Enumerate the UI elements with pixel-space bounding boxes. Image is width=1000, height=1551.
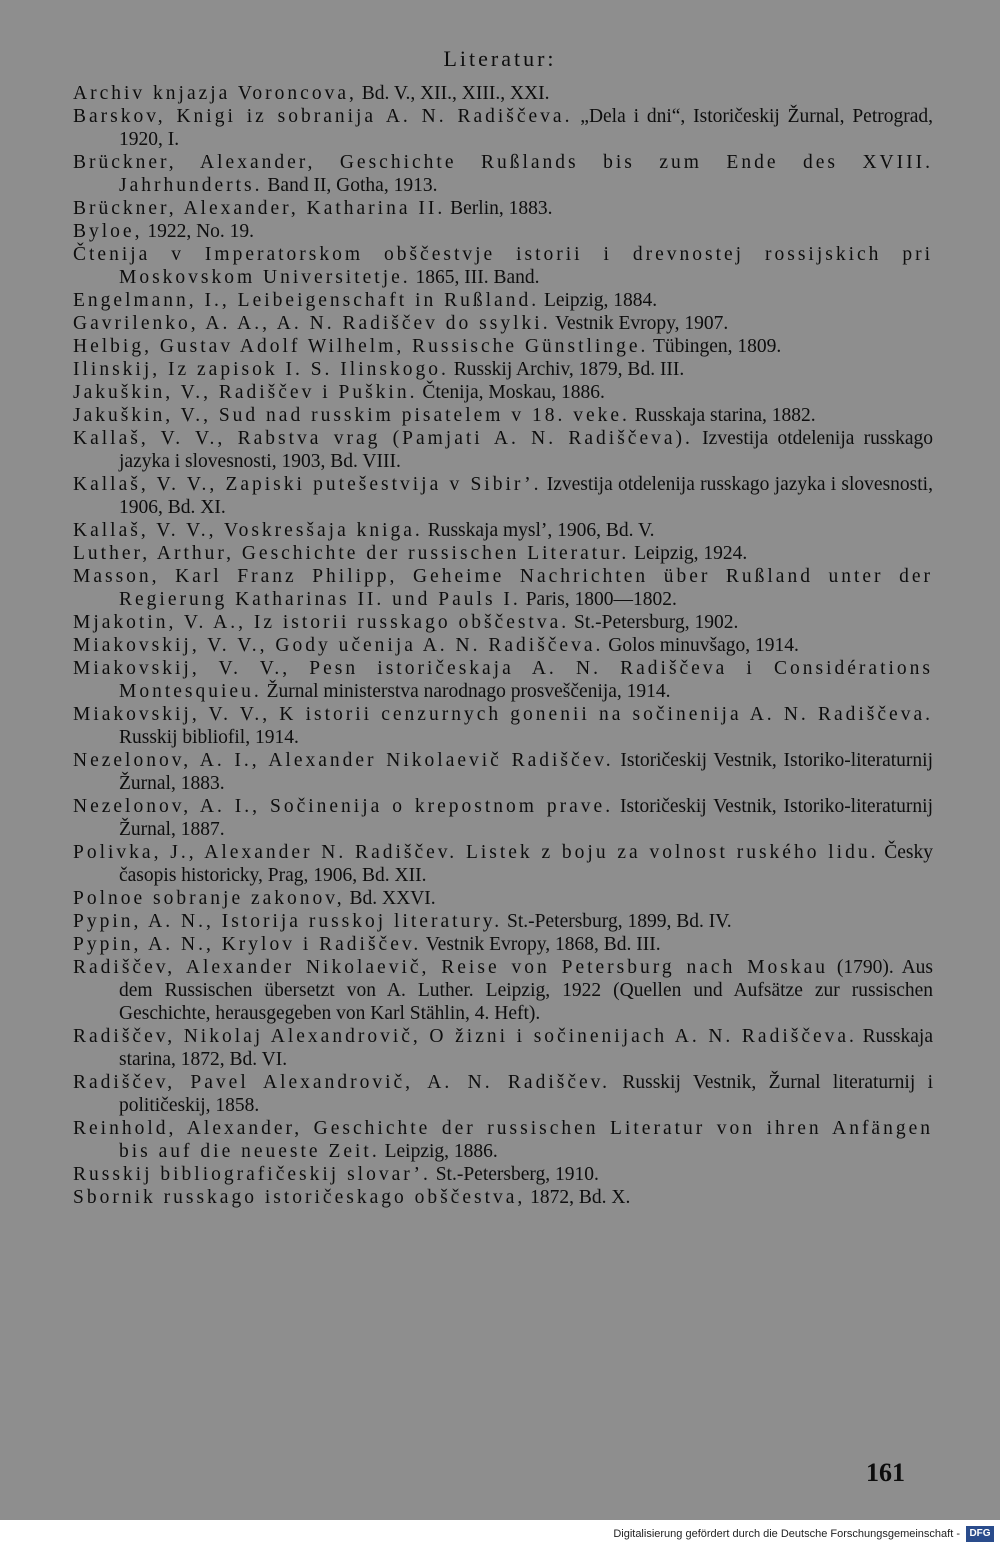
entry-publication: Berlin, 1883. bbox=[445, 198, 553, 219]
bibliography-entry bbox=[73, 404, 933, 427]
entry-publication: Žurnal ministerstva narodnago prosveščenija, 1914. bbox=[261, 681, 671, 702]
entry-author-title: Nezelonov, A. I., Alexander Nikolaevič Radiščev. bbox=[73, 750, 614, 771]
entry-author-title: Miakovskij, V. V., Gody učenija A. N. Radiščeva. bbox=[73, 635, 604, 656]
bibliography-entry bbox=[73, 795, 933, 841]
bibliography-entry bbox=[73, 289, 933, 312]
page-heading: Literatur: bbox=[443, 46, 557, 71]
entry-author-title: Radiščev, Alexander Nikolaevič, Reise von Petersburg nach Moskau bbox=[73, 957, 829, 978]
bibliography-entry bbox=[73, 105, 933, 151]
page-number: 161 bbox=[866, 1458, 905, 1487]
entry-author-title: Čtenija v Imperatorskom obščestvje istorii i drevnostej rossijskich pri Moskovskom Universitetje. bbox=[73, 244, 933, 288]
footer-credit: Digitalisierung gefördert durch die Deutsche Forschungsgemeinschaft - bbox=[613, 1528, 960, 1540]
entry-publication: Russkaja starina, 1882. bbox=[629, 405, 816, 426]
entry-publication: Golos minuvšago, 1914. bbox=[603, 635, 799, 656]
entry-author-title: Jakuškin, V., Sud nad russkim pisatelem v 18. veke. bbox=[73, 405, 630, 426]
entry-publication: Istoričeskij Vestnik, Istoriko-literaturnij Žurnal, 1887. bbox=[119, 796, 933, 840]
entry-publication: Izvestija otdelenija russkago jazyka i slovesnosti, 1903, Bd. VIII. bbox=[119, 428, 933, 472]
entry-author-title: Masson, Karl Franz Philipp, Geheime Nachrichten über Rußland unter der Regierung Katharinas II. und Pauls I. bbox=[73, 566, 933, 610]
entry-author-title: Ilinskij, Iz zapisok I. S. Ilinskogo. bbox=[73, 359, 449, 380]
entry-author-title: Radiščev, Nikolaj Alexandrovič, O žizni i sočinenijach A. N. Radiščeva. bbox=[73, 1026, 857, 1047]
bibliography-entry bbox=[73, 427, 933, 473]
entry-publication: Tübingen, 1809. bbox=[648, 336, 782, 357]
entry-author-title: Pypin, A. N., Krylov i Radiščev. bbox=[73, 934, 422, 955]
entry-publication: St.-Petersberg, 1910. bbox=[430, 1164, 599, 1185]
entry-author-title: Kallaš, V. V., Zapiski putešestvija v Sibir’. bbox=[73, 474, 542, 495]
entry-publication: 1922, No. 19. bbox=[142, 221, 255, 242]
bibliography-entry bbox=[73, 611, 933, 634]
entry-publication: Russkij Vestnik, Žurnal literaturnij i političeskij, 1858. bbox=[119, 1072, 933, 1116]
entry-author-title: Barskov, Knigi iz sobranija A. N. Radiščeva. bbox=[73, 106, 573, 127]
bibliography-entry bbox=[73, 197, 933, 220]
entry-publication: Čtenija, Moskau, 1886. bbox=[417, 382, 605, 403]
entry-publication: Istoričeskij Vestnik, Istoriko-literaturnij Žurnal, 1883. bbox=[119, 750, 933, 794]
entry-publication: Leipzig, 1924. bbox=[629, 543, 748, 564]
entry-author-title: Jakuškin, V., Radiščev i Puškin. bbox=[73, 382, 418, 403]
entry-author-title: Russkij bibliografičeskij slovar’. bbox=[73, 1164, 431, 1185]
bibliography-entry bbox=[73, 335, 933, 358]
entry-author-title: Byloe, bbox=[73, 221, 143, 242]
bibliography-entry bbox=[73, 358, 933, 381]
bibliography-entry bbox=[73, 1025, 933, 1071]
bibliography-entry bbox=[73, 956, 933, 1025]
entry-author-title: Luther, Arthur, Geschichte der russischen Literatur. bbox=[73, 543, 630, 564]
entry-publication: Vestnik Evropy, 1907. bbox=[550, 313, 729, 334]
bibliography-entry bbox=[73, 381, 933, 404]
bibliography-entry bbox=[73, 1071, 933, 1117]
bibliography-entry bbox=[73, 841, 933, 887]
entry-publication: Leipzig, 1884. bbox=[539, 290, 658, 311]
entry-author-title: Miakovskij, V. V., Pesn istoričeskaja A. N. Radiščeva i Considérations Montesquieu. bbox=[73, 658, 933, 702]
bibliography-list bbox=[73, 82, 933, 1209]
entry-author-title: Kallaš, V. V., Rabstva vrag (Pamjati A. N. Radiščeva). bbox=[73, 428, 693, 449]
entry-author-title: Brückner, Alexander, Katharina II. bbox=[73, 198, 446, 219]
entry-publication: St.-Petersburg, 1902. bbox=[569, 612, 739, 633]
entry-author-title: Sbornik russkago istoričeskago obščestva, bbox=[73, 1187, 526, 1208]
entry-author-title: Brückner, Alexander, Geschichte Rußlands bis zum Ende des XVIII. Jahrhunderts. bbox=[73, 152, 933, 196]
entry-author-title: Nezelonov, A. I., Sočinenija o krepostnom prave. bbox=[73, 796, 614, 817]
entry-publication: St.-Petersburg, 1899, Bd. IV. bbox=[502, 911, 732, 932]
entry-publication: Bd. V., XII., XIII., XXI. bbox=[356, 83, 550, 104]
entry-author-title: Mjakotin, V. A., Iz istorii russkago obščestva. bbox=[73, 612, 570, 633]
entry-author-title: Engelmann, I., Leibeigenschaft in Rußland. bbox=[73, 290, 540, 311]
entry-publication: 1865, III. Band. bbox=[410, 267, 540, 288]
entry-publication: „Dela i dni“, Istoričeskij Žurnal, Petrograd, 1920, I. bbox=[119, 106, 933, 150]
bibliography-entry bbox=[73, 1163, 933, 1186]
entry-author-title: Polivka, J., Alexander N. Radiščev. Listek z boju za volnost ruského lidu. bbox=[73, 842, 879, 863]
entry-publication: Band II, Gotha, 1913. bbox=[262, 175, 438, 196]
bibliography-entry bbox=[73, 82, 933, 105]
entry-author-title: Miakovskij, V. V., K istorii cenzurnych gonenii na sočinenija A. N. Radiščeva. bbox=[73, 704, 933, 725]
dfg-logo: DFG bbox=[966, 1526, 994, 1542]
entry-author-title: Archiv knjazja Voroncova, bbox=[73, 83, 357, 104]
bibliography-entry bbox=[73, 703, 933, 749]
footer-bar bbox=[0, 1520, 1000, 1551]
entry-author-title: Polnoe sobranje zakonov, bbox=[73, 888, 345, 909]
bibliography-entry bbox=[73, 220, 933, 243]
bibliography-entry bbox=[73, 473, 933, 519]
bibliography-entry bbox=[73, 887, 933, 910]
entry-publication: Russkij Archiv, 1879, Bd. III. bbox=[448, 359, 685, 380]
entry-publication: Česky časopis historicky, Prag, 1906, Bd. XII. bbox=[119, 842, 933, 886]
bibliography-entry bbox=[73, 519, 933, 542]
bibliography-entry bbox=[73, 565, 933, 611]
entry-author-title: Helbig, Gustav Adolf Wilhelm, Russische Günstlinge. bbox=[73, 336, 649, 357]
bibliography-entry bbox=[73, 634, 933, 657]
entry-publication: Russkaja starina, 1872, Bd. VI. bbox=[119, 1026, 933, 1070]
bibliography-entry bbox=[73, 910, 933, 933]
entry-publication: Paris, 1800—1802. bbox=[520, 589, 677, 610]
entry-publication: Izvestija otdelenija russkago jazyka i slovesnosti, 1906, Bd. XI. bbox=[119, 474, 933, 518]
bibliography-entry bbox=[73, 933, 933, 956]
bibliography-entry bbox=[73, 542, 933, 565]
entry-publication: (1790). Aus dem Russischen übersetzt von A. Luther. Leipzig, 1922 (Quellen und Aufsätze zur russischen Geschichte, herausgegeben von Karl Stählin, 4. Heft). bbox=[119, 957, 933, 1024]
entry-publication: Bd. XXVI. bbox=[344, 888, 436, 909]
entry-author-title: Gavrilenko, A. A., A. N. Radiščev do ssylki. bbox=[73, 313, 551, 334]
bibliography-entry bbox=[73, 1117, 933, 1163]
entry-author-title: Radiščev, Pavel Alexandrovič, A. N. Radiščev. bbox=[73, 1072, 611, 1093]
bibliography-entry bbox=[73, 312, 933, 335]
bibliography-entry bbox=[73, 151, 933, 197]
entry-author-title: Reinhold, Alexander, Geschichte der russischen Literatur von ihren Anfängen bis auf die neueste Zeit. bbox=[73, 1118, 933, 1162]
entry-publication: Russkij bibliofil, 1914. bbox=[119, 727, 299, 748]
entry-author-title: Pypin, A. N., Istorija russkoj literatury. bbox=[73, 911, 503, 932]
bibliography-entry bbox=[73, 1186, 933, 1209]
bibliography-entry bbox=[73, 243, 933, 289]
bibliography-entry bbox=[73, 657, 933, 703]
entry-publication: Russkaja mysl’, 1906, Bd. V. bbox=[422, 520, 655, 541]
entry-publication: Vestnik Evropy, 1868, Bd. III. bbox=[421, 934, 661, 955]
entry-publication: Leipzig, 1886. bbox=[379, 1141, 498, 1162]
bibliography-entry bbox=[73, 749, 933, 795]
entry-author-title: Kallaš, V. V., Voskresšaja kniga. bbox=[73, 520, 423, 541]
entry-publication: 1872, Bd. X. bbox=[525, 1187, 631, 1208]
